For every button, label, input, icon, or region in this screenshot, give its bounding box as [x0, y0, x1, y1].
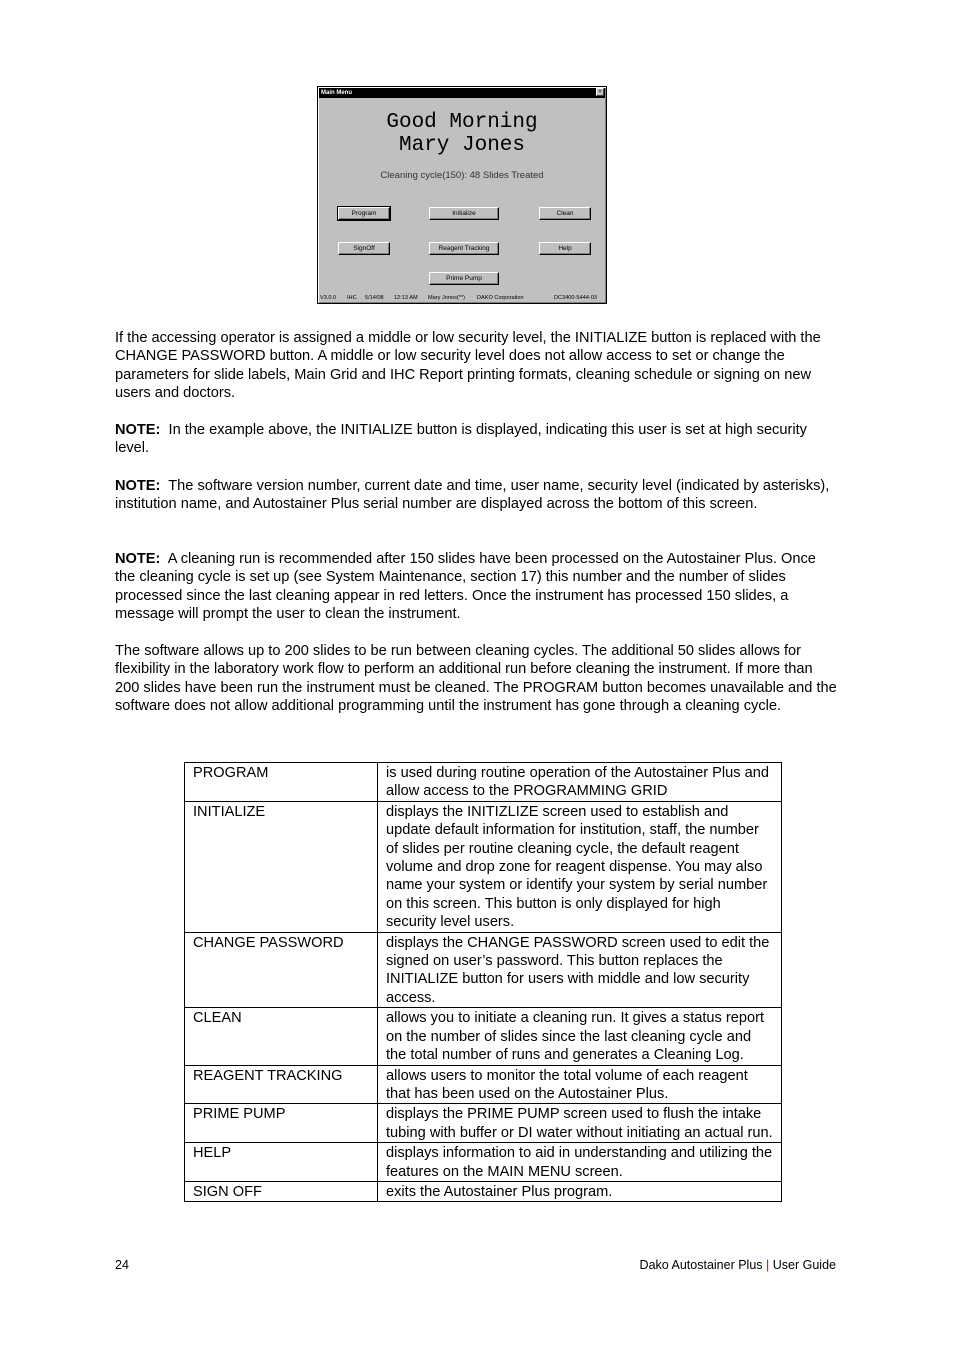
page-number: 24	[115, 1258, 129, 1272]
table-cell-description: allows you to initiate a cleaning run. It gives a status report on the number of slides since the last cleaning cycle and the total number of runs and generates a Cleaning Log.	[378, 1008, 782, 1065]
note-text: In the example above, the INITIALIZE button is displayed, indicating this user is set at high security level.	[115, 422, 807, 457]
note-label: NOTE:	[115, 422, 161, 438]
status-date: 5/14/08	[365, 295, 384, 301]
footer-brand: Dako Autostainer Plus	[639, 1258, 763, 1272]
table-row	[185, 1104, 782, 1143]
table-cell-button-name: REAGENT TRACKING	[185, 1065, 378, 1104]
table-cell-button-name: PROGRAM	[185, 763, 378, 802]
program-button[interactable]: Program	[338, 207, 390, 220]
window-title: Main Menu	[319, 88, 605, 98]
window-status-bar	[320, 294, 604, 303]
button-reference-table	[184, 762, 782, 1202]
greeting-line-1: Good Morning	[386, 111, 538, 134]
status-mode: IHC	[347, 295, 357, 301]
table-cell-button-name: HELP	[185, 1143, 378, 1182]
table-row	[185, 763, 782, 802]
table-cell-button-name: CLEAN	[185, 1008, 378, 1065]
greeting-line-2: Mary Jones	[398, 134, 526, 157]
table-cell-description: displays information to aid in understanding and utilizing the features on the MAIN MENU screen.	[378, 1143, 782, 1182]
table-row	[185, 1143, 782, 1182]
prime-pump-button[interactable]: Prime Pump	[429, 272, 499, 285]
table-cell-description: exits the Autostainer Plus program.	[378, 1181, 782, 1201]
note-status-bar	[115, 477, 840, 514]
table-cell-button-name: PRIME PUMP	[185, 1104, 378, 1143]
signoff-button[interactable]: SignOff	[338, 242, 390, 255]
table-cell-description: is used during routine operation of the Autostainer Plus and allow access to the PROGRAMMING GRID	[378, 763, 782, 802]
table-cell-button-name: CHANGE PASSWORD	[185, 932, 378, 1008]
table-row	[185, 932, 782, 1008]
status-user: Mary Jones(**)	[428, 295, 465, 301]
note-initialize	[115, 421, 840, 458]
note-cleaning-run	[115, 550, 840, 624]
note-text: A cleaning run is recommended after 150 slides have been processed on the Autostainer Plus. Once the cleaning cycle is set up (see System Maintenance, section 17) this number and the number of slides processed since the last cleaning appear in red letters. Once the instrument has processed 150 slides, a message will prompt the user to clean the instrument.	[115, 551, 816, 623]
table-cell-description: displays the PRIME PUMP screen used to flush the intake tubing with buffer or DI water without initiating an actual run.	[378, 1104, 782, 1143]
table-row	[185, 1065, 782, 1104]
table-row	[185, 1008, 782, 1065]
table-row	[185, 801, 782, 932]
table-cell-description: displays the INITIZLIZE screen used to establish and update default information for institution, staff, the number of slides per routine cleaning cycle, the default reagent volume and drop zone for reagent dispense. You may also name your system or identify your system by serial number on this screen. This button is only displayed for high security level users.	[378, 801, 782, 932]
status-institution: DAKO Corporation	[477, 295, 524, 301]
status-version: V3.0.0	[320, 295, 337, 301]
help-button[interactable]: Help	[539, 242, 591, 255]
cleaning-cycle-text: Cleaning cycle(150): 48 Slides Treated	[380, 170, 544, 181]
note-label: NOTE:	[115, 478, 161, 494]
note-text: The software version number, current date and time, user name, security level (indicated by asterisks), institution name, and Autostainer Plus serial number are displayed across the bottom of this screen.	[115, 478, 830, 513]
table-row	[185, 1181, 782, 1201]
initialize-button[interactable]: Initialize	[429, 207, 499, 220]
paragraph-security-level: If the accessing operator is assigned a middle or low security level, the INITIALIZE button is replaced with the CHANGE PASSWORD button. A middle or low security level does not allow access to set or change the parameters for slide labels, Main Grid and IHC Report printing formats, cleaning schedule or signing on new users and doctors.	[115, 330, 821, 402]
footer-doc: User Guide	[772, 1258, 836, 1272]
table-cell-button-name: SIGN OFF	[185, 1181, 378, 1201]
table-cell-description: allows users to monitor the total volume of each reagent that has been used on the Autostainer Plus.	[378, 1065, 782, 1104]
reagent-tracking-button[interactable]: Reagent Tracking	[429, 242, 499, 255]
status-serial: DC3400-5444-03	[554, 295, 597, 301]
table-cell-button-name: INITIALIZE	[185, 801, 378, 932]
footer-separator: |	[766, 1258, 770, 1272]
table-cell-description: displays the CHANGE PASSWORD screen used to edit the signed on user’s password. This button replaces the INITIALIZE button for users with middle and low security access.	[378, 932, 782, 1008]
paragraph-slide-limit: The software allows up to 200 slides to be run between cleaning cycles. The additional 50 slides allows for flexibility in the laboratory work flow to perform an additional run before cleaning the instrument. If more than 200 slides have been run the instrument must be cleaned. The PROGRAM button becomes unavailable and the software does not allow additional programming until the instrument has gone through a cleaning cycle.	[115, 643, 837, 715]
note-label: NOTE:	[115, 551, 161, 567]
clean-button[interactable]: Clean	[539, 207, 591, 220]
close-icon[interactable]: ×	[596, 88, 604, 96]
status-time: 12:13 AM	[394, 295, 418, 301]
footer-doc-title	[640, 1258, 836, 1273]
